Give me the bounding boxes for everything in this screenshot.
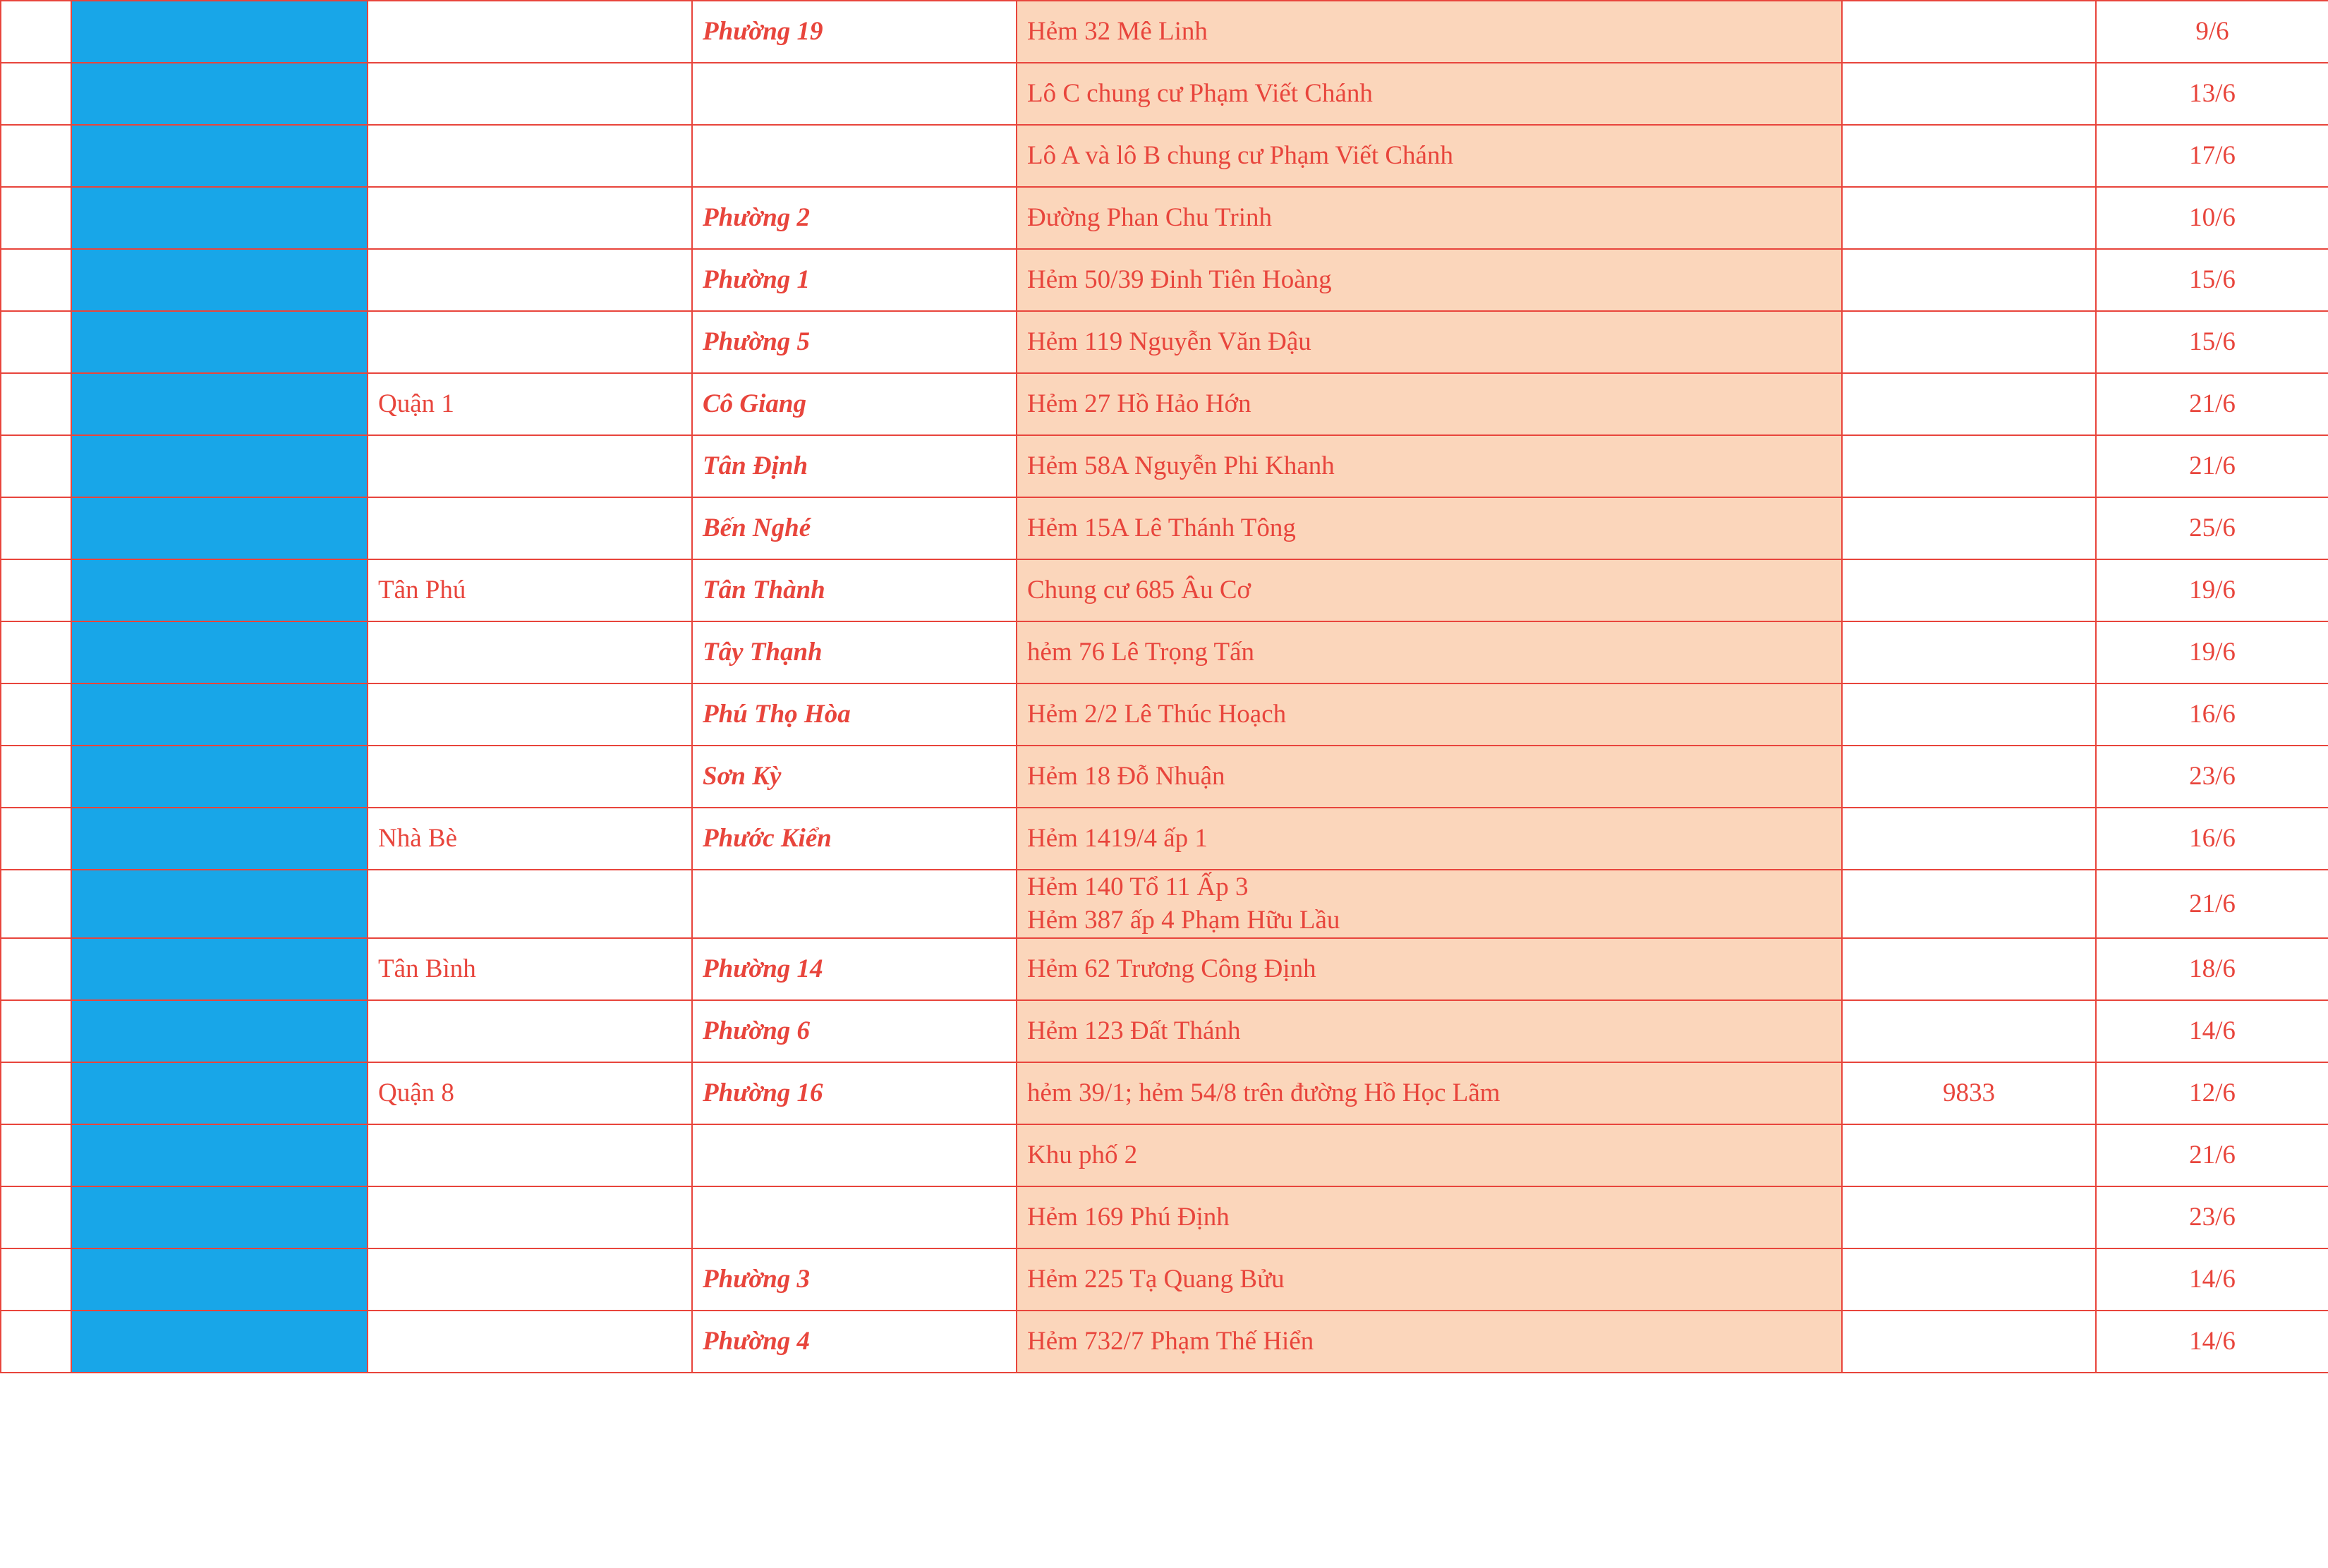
- cell-count: [1842, 683, 2096, 746]
- cell-spacer: [1, 63, 71, 125]
- cell-location: Lô C chung cư Phạm Viết Chánh: [1017, 63, 1842, 125]
- table-row: [1, 808, 2328, 870]
- cell-highlight-band: [71, 1, 368, 63]
- cell-location: Hẻm 50/39 Đinh Tiên Hoàng: [1017, 249, 1842, 311]
- cell-ward: Tân Định: [692, 435, 1017, 497]
- cell-date: 21/6: [2096, 1124, 2328, 1186]
- cell-ward: Cô Giang: [692, 373, 1017, 435]
- table-row: [1, 435, 2328, 497]
- cell-district: Tân Bình: [368, 938, 692, 1000]
- cell-highlight-band: [71, 187, 368, 249]
- cell-spacer: [1, 1248, 71, 1311]
- cell-date: 21/6: [2096, 870, 2328, 938]
- cell-district: Quận 8: [368, 1062, 692, 1124]
- cell-count: [1842, 746, 2096, 808]
- cell-highlight-band: [71, 870, 368, 938]
- table-body: [1, 1, 2328, 1373]
- cell-count: [1842, 125, 2096, 187]
- cell-spacer: [1, 870, 71, 938]
- cell-district: [368, 435, 692, 497]
- cell-highlight-band: [71, 1186, 368, 1248]
- cell-date: 10/6: [2096, 187, 2328, 249]
- cell-district: [368, 621, 692, 683]
- cell-spacer: [1, 938, 71, 1000]
- cell-count: [1842, 808, 2096, 870]
- cell-location: Hẻm 225 Tạ Quang Bửu: [1017, 1248, 1842, 1311]
- cell-district: [368, 311, 692, 373]
- cell-district: [368, 249, 692, 311]
- cell-highlight-band: [71, 746, 368, 808]
- cell-spacer: [1, 559, 71, 621]
- cell-date: 14/6: [2096, 1000, 2328, 1062]
- cell-count: [1842, 497, 2096, 559]
- cell-district: [368, 1311, 692, 1373]
- cell-highlight-band: [71, 435, 368, 497]
- cell-ward: Phường 14: [692, 938, 1017, 1000]
- cell-district: Tân Phú: [368, 559, 692, 621]
- table-row: [1, 311, 2328, 373]
- cell-highlight-band: [71, 559, 368, 621]
- cell-district: [368, 870, 692, 938]
- table-row: [1, 373, 2328, 435]
- cell-ward: [692, 125, 1017, 187]
- cell-location: Hẻm 27 Hồ Hảo Hớn: [1017, 373, 1842, 435]
- cell-location: Hẻm 18 Đỗ Nhuận: [1017, 746, 1842, 808]
- cell-ward: Phường 3: [692, 1248, 1017, 1311]
- cell-date: 25/6: [2096, 497, 2328, 559]
- cell-ward: Sơn Kỳ: [692, 746, 1017, 808]
- cell-district: [368, 683, 692, 746]
- cell-spacer: [1, 1000, 71, 1062]
- cell-district: [368, 187, 692, 249]
- cell-spacer: [1, 497, 71, 559]
- cell-location: Hẻm 1419/4 ấp 1: [1017, 808, 1842, 870]
- cell-count: [1842, 870, 2096, 938]
- cell-highlight-band: [71, 63, 368, 125]
- cell-date: 15/6: [2096, 311, 2328, 373]
- cell-spacer: [1, 621, 71, 683]
- cell-date: 19/6: [2096, 559, 2328, 621]
- cell-highlight-band: [71, 683, 368, 746]
- cell-spacer: [1, 1062, 71, 1124]
- cell-spacer: [1, 187, 71, 249]
- table-row: [1, 1248, 2328, 1311]
- table-row: [1, 249, 2328, 311]
- cell-location: Đường Phan Chu Trinh: [1017, 187, 1842, 249]
- cell-spacer: [1, 683, 71, 746]
- cell-spacer: [1, 311, 71, 373]
- cell-district: [368, 1186, 692, 1248]
- table-row: [1, 938, 2328, 1000]
- table-row: [1, 1, 2328, 63]
- cell-district: [368, 63, 692, 125]
- cell-date: 12/6: [2096, 1062, 2328, 1124]
- cell-ward: Phú Thọ Hòa: [692, 683, 1017, 746]
- cell-count: [1842, 63, 2096, 125]
- table-row: [1, 187, 2328, 249]
- cell-highlight-band: [71, 1124, 368, 1186]
- cell-district: Quận 1: [368, 373, 692, 435]
- cell-spacer: [1, 435, 71, 497]
- cell-count: [1842, 1311, 2096, 1373]
- table-row: [1, 1124, 2328, 1186]
- table-row: [1, 497, 2328, 559]
- cell-district: [368, 125, 692, 187]
- cell-date: 17/6: [2096, 125, 2328, 187]
- cell-count: [1842, 373, 2096, 435]
- cell-date: 9/6: [2096, 1, 2328, 63]
- cell-date: 16/6: [2096, 808, 2328, 870]
- cell-spacer: [1, 373, 71, 435]
- cell-count: [1842, 1248, 2096, 1311]
- cell-location: Hẻm 32 Mê Linh: [1017, 1, 1842, 63]
- cell-count: [1842, 1, 2096, 63]
- cell-highlight-band: [71, 125, 368, 187]
- cell-highlight-band: [71, 1311, 368, 1373]
- cell-district: [368, 1248, 692, 1311]
- cell-count: [1842, 1186, 2096, 1248]
- cell-highlight-band: [71, 249, 368, 311]
- cell-count: [1842, 938, 2096, 1000]
- table-row: [1, 870, 2328, 938]
- cell-highlight-band: [71, 621, 368, 683]
- cell-count: [1842, 1000, 2096, 1062]
- cell-highlight-band: [71, 938, 368, 1000]
- cell-highlight-band: [71, 497, 368, 559]
- table-row: [1, 1311, 2328, 1373]
- cell-ward: Phường 2: [692, 187, 1017, 249]
- cell-location: Khu phố 2: [1017, 1124, 1842, 1186]
- cell-district: [368, 1124, 692, 1186]
- cell-location: hẻm 76 Lê Trọng Tấn: [1017, 621, 1842, 683]
- cell-highlight-band: [71, 373, 368, 435]
- cell-count: [1842, 621, 2096, 683]
- cell-location: Hẻm 169 Phú Định: [1017, 1186, 1842, 1248]
- cell-date: 16/6: [2096, 683, 2328, 746]
- cell-date: 19/6: [2096, 621, 2328, 683]
- cell-ward: Tây Thạnh: [692, 621, 1017, 683]
- table-row: [1, 125, 2328, 187]
- cell-count: [1842, 249, 2096, 311]
- cell-district: [368, 1, 692, 63]
- cell-location: Hẻm 15A Lê Thánh Tông: [1017, 497, 1842, 559]
- cell-ward: Phường 5: [692, 311, 1017, 373]
- cell-ward: Phước Kiển: [692, 808, 1017, 870]
- cell-location: Hẻm 62 Trương Công Định: [1017, 938, 1842, 1000]
- cell-ward: Bến Nghé: [692, 497, 1017, 559]
- cell-ward: [692, 870, 1017, 938]
- cell-date: 23/6: [2096, 1186, 2328, 1248]
- cell-date: 18/6: [2096, 938, 2328, 1000]
- cell-highlight-band: [71, 808, 368, 870]
- cell-ward: [692, 63, 1017, 125]
- cell-date: 21/6: [2096, 373, 2328, 435]
- cell-count: 9833: [1842, 1062, 2096, 1124]
- cell-ward: Phường 4: [692, 1311, 1017, 1373]
- cell-ward: [692, 1186, 1017, 1248]
- location-line-group: [1027, 870, 1831, 937]
- cell-ward: Phường 6: [692, 1000, 1017, 1062]
- cell-ward: Tân Thành: [692, 559, 1017, 621]
- table-row: [1, 1062, 2328, 1124]
- table-row: [1, 1186, 2328, 1248]
- cell-location: Hẻm 2/2 Lê Thúc Hoạch: [1017, 683, 1842, 746]
- cell-location: hẻm 39/1; hẻm 54/8 trên đường Hồ Học Lãm: [1017, 1062, 1842, 1124]
- cell-spacer: [1, 808, 71, 870]
- cell-ward: Phường 1: [692, 249, 1017, 311]
- table-row: [1, 683, 2328, 746]
- cell-location: Hẻm 123 Đất Thánh: [1017, 1000, 1842, 1062]
- cell-district: [368, 497, 692, 559]
- cell-date: 13/6: [2096, 63, 2328, 125]
- cell-date: 23/6: [2096, 746, 2328, 808]
- cell-spacer: [1, 1124, 71, 1186]
- cell-spacer: [1, 125, 71, 187]
- cell-count: [1842, 559, 2096, 621]
- table-row: [1, 746, 2328, 808]
- cell-highlight-band: [71, 311, 368, 373]
- cell-district: [368, 746, 692, 808]
- cell-highlight-band: [71, 1248, 368, 1311]
- cell-ward: [692, 1124, 1017, 1186]
- cell-location: Chung cư 685 Âu Cơ: [1017, 559, 1842, 621]
- cell-count: [1842, 435, 2096, 497]
- cell-ward: Phường 16: [692, 1062, 1017, 1124]
- cell-district: [368, 1000, 692, 1062]
- cell-spacer: [1, 1311, 71, 1373]
- cell-district: Nhà Bè: [368, 808, 692, 870]
- table-row: [1, 621, 2328, 683]
- cell-count: [1842, 1124, 2096, 1186]
- cell-highlight-band: [71, 1000, 368, 1062]
- cell-spacer: [1, 249, 71, 311]
- cell-ward: Phường 19: [692, 1, 1017, 63]
- cell-date: 14/6: [2096, 1311, 2328, 1373]
- cell-date: 15/6: [2096, 249, 2328, 311]
- cell-location: Lô A và lô B chung cư Phạm Viết Chánh: [1017, 125, 1842, 187]
- cell-spacer: [1, 746, 71, 808]
- cell-date: 14/6: [2096, 1248, 2328, 1311]
- table-row: [1, 1000, 2328, 1062]
- location-line: Hẻm 140 Tổ 11 Ấp 3: [1027, 873, 1249, 901]
- cell-spacer: [1, 1186, 71, 1248]
- cell-location: [1017, 870, 1842, 938]
- cell-count: [1842, 187, 2096, 249]
- location-line: Hẻm 387 ấp 4 Phạm Hữu Lầu: [1027, 906, 1340, 935]
- cell-date: 21/6: [2096, 435, 2328, 497]
- table-row: [1, 559, 2328, 621]
- cell-highlight-band: [71, 1062, 368, 1124]
- cell-location: Hẻm 119 Nguyễn Văn Đậu: [1017, 311, 1842, 373]
- cell-spacer: [1, 1, 71, 63]
- cell-count: [1842, 311, 2096, 373]
- table-row: [1, 63, 2328, 125]
- cell-location: Hẻm 58A Nguyễn Phi Khanh: [1017, 435, 1842, 497]
- cell-location: Hẻm 732/7 Phạm Thế Hiển: [1017, 1311, 1842, 1373]
